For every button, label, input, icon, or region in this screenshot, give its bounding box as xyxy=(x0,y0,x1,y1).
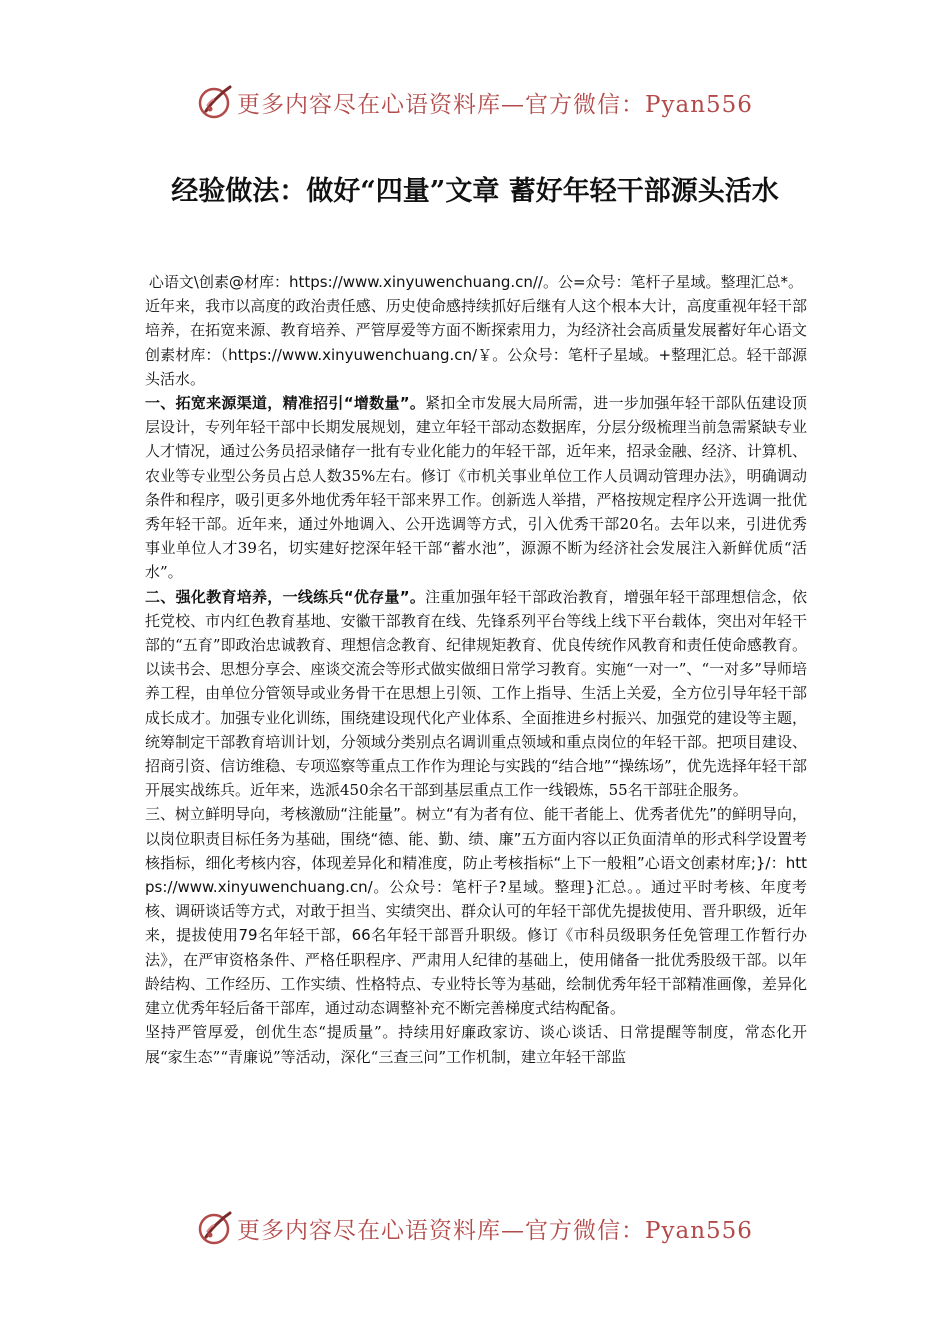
brush-logo-icon xyxy=(197,84,233,120)
document-title: 经验做法：做好“四量”文章 蓄好年轻干部源头活水 xyxy=(171,176,779,208)
section-1-body: 紧扣全市发展大局所需，进一步加强年轻干部队伍建设顶层设计，专列年轻干部中长期发展规划，建立年轻干部动态数据库，分层分级梳理当前急需紧缺专业人才情况，通过公务员招录储存一批有专业化能力的年轻干部，近年来，招录金融、经济、计算机、农业等专业型公务员占总人数35%左右。修订《市机关事业单位工作人员调动管理办法》，明确调动条件和程序，吸引更多外地优秀年轻干部来界工作。创新选人举措，严格按规定程序公开选调一批优秀年轻干部。近年来，通过外地调入、公开选调等方式，引入优秀干部20名。去年以来，引进优秀事业单位人才39名，切实建好挖深年轻干部“蓄水池”，源源不断为经济社会发展注入新鲜优质“活水”。 xyxy=(145,394,807,582)
source-line: 心语文\创素@材库：https://www.xinyuwenchuang.cn//。公=众号：笔杆子星域。整理汇总*。 xyxy=(148,273,804,291)
section-1-heading: 一、拓宽来源渠道，精准招引“增数量”。 xyxy=(145,394,426,413)
section-2-body: 注重加强年轻干部政治教育，增强年轻干部理想信念，依托党校、市内红色教育基地、安徽干部教育在线、先锋系列平台等线上线下平台载体，突出对年轻干部的“五育”即政治忠诚教育、理想信念教育、纪律规矩教育、优良传统作风教育和责任使命感教育。以读书会、思想分享会、座谈交流会等形式做实做细日常学习教育。实施“一对一”、“一对多”导师培养工程，由单位分管领导或业务骨干在思想上引领、工作上指导、生活上关爱，全方位引导年轻干部成长成才。加强专业化训练，围绕建设现代化产业体系、全面推进乡村振兴、加强党的建设等主题，统筹制定干部教育培训计划，分领域分类别点名调训重点领域和重点岗位的年轻干部。把项目建设、招商引资、信访维稳、专项巡察等重点工作作为理论与实践的“结合地”“操练场”，优先选择年轻干部开展实战练兵。近年来，选派450余名干部到基层重点工作一线锻炼，55名干部驻企服务。 xyxy=(145,587,807,800)
watermark-banner-top xyxy=(0,80,950,124)
section-2-heading: 二、强化教育培养，一线练兵“优存量”。 xyxy=(145,587,426,606)
watermark-banner-bottom xyxy=(0,1206,950,1250)
intro-paragraph: 近年来，我市以高度的政治责任感、历史使命感持续抓好后继有人这个根本大计，高度重视年轻干部培养，在拓宽来源、教育培养、严管厚爱等方面不断探索用力，为经济社会高质量发展蓄好年心语文创素材库：（https://www.xinyuwenchuang.cn/￥。公众号：笔杆子星域。+整理汇总。轻干部源头活水。 xyxy=(145,297,807,388)
section-3-paragraph: 三、树立鲜明导向，考核激励“注能量”。树立“有为者有位、能干者能上、优秀者优先”的鲜明导向，以岗位职责目标任务为基础，围绕“德、能、勤、绩、廉”五方面内容以正负面清单的形式科学设置考核指标，细化考核内容，体现差异化和精准度，防止考核指标“上下一般粗”心语文创素材库;}/：https://www.xinyuwenchuang.cn/。公众号：笔杆子?星域。整理}汇总。。通过平时考核、年度考核、调研谈话等方式，对敢于担当、实绩突出、群众认可的年轻干部优先提拔使用、晋升职级，近年来，提拔使用79名年轻干部，66名年轻干部晋升职级。修订《市科员级职务任免管理工作暂行办法》，在严审资格条件、严格任职程序、严肃用人纪律的基础上，使用储备一批优秀股级干部。以年龄结构、工作经历、工作实绩、性格特点、专业特长等为基础，绘制优秀年轻干部精准画像，差异化建立优秀年轻后备干部库，通过动态调整补充不断完善梯度式结构配备。 xyxy=(145,805,807,1018)
document-body xyxy=(145,270,807,1069)
section-2-paragraph xyxy=(145,585,807,803)
section-1-paragraph xyxy=(145,391,807,585)
brush-logo-icon xyxy=(197,1210,233,1246)
watermark-text: 更多内容尽在心语资料库—官方微信：Pyan556 xyxy=(237,91,753,118)
watermark-text: 更多内容尽在心语资料库—官方微信：Pyan556 xyxy=(237,1217,753,1244)
section-4-paragraph: 坚持严管厚爱，创优生态“提质量”。持续用好廉政家访、谈心谈话、日常提醒等制度，常态化开展“家生态”“青廉说”等活动，深化“三查三问”工作机制，建立年轻干部监 xyxy=(145,1023,807,1066)
